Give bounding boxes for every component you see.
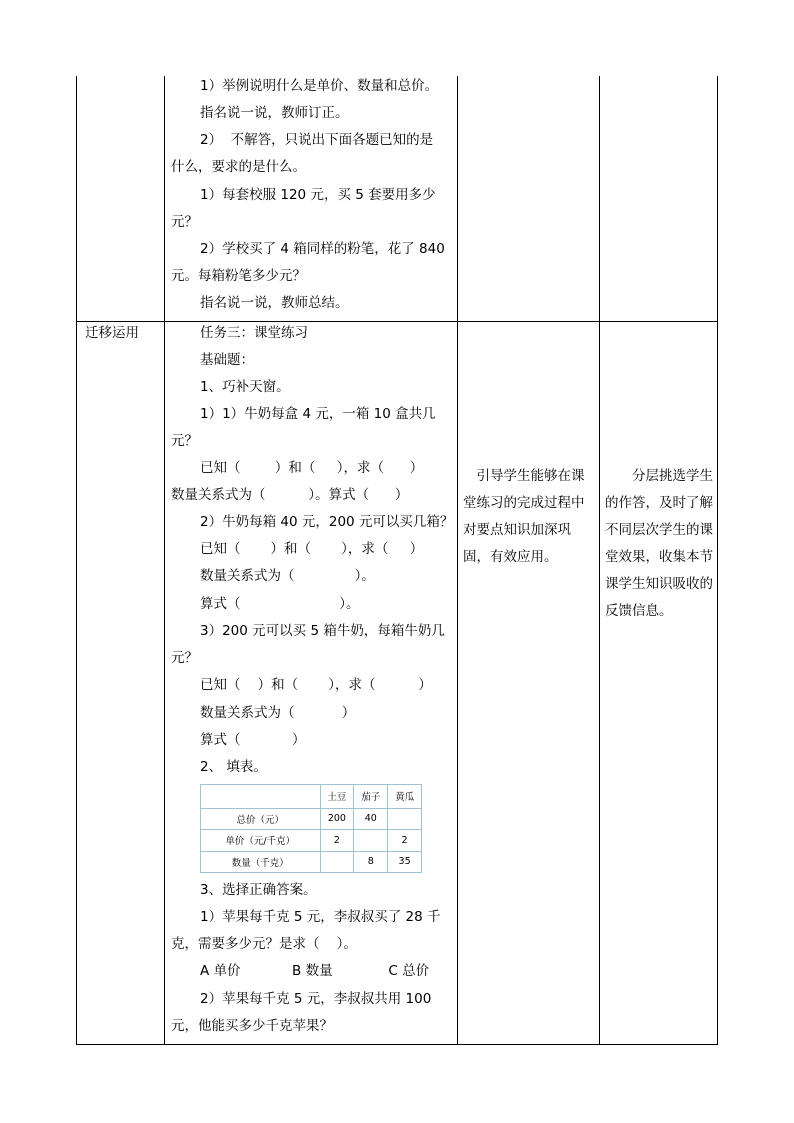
row1-line-5: 1）每套校服 120 元，买 5 套要用多少 [200,187,436,203]
row1-line-3: 2） 不解答，只说出下面各题已知的是 [200,132,434,148]
feedback-note: 分层挑选学生的作答，及时了解不同层次学生的课堂效果，收集本节课学生知识吸收的反馈信息。 [605,468,713,619]
q3-line-2: 元？ [171,650,198,666]
q2-known: 已知（ ）和（ ），求（ ） [200,541,424,557]
table-border-bottom [76,1044,718,1045]
table-divider-col2 [457,76,458,1045]
table-cell: 土豆 [320,785,354,809]
table-cell: 2 [320,830,354,851]
table-cell [354,830,388,851]
table-border-left [76,76,77,1045]
table-row [201,785,422,809]
table-row [201,851,422,873]
table-cell: 8 [354,851,388,873]
exercise-1-heading: 1、巧补天窗。 [200,379,290,395]
q5-line-2: 元，他能买多少千克苹果？ [171,1018,333,1034]
table-cell: 黄瓜 [388,785,422,809]
row1-line-1: 1）举例说明什么是单价、数量和总价。 [200,78,439,94]
table-row [201,830,422,851]
q2-relation: 数量关系式为（ ）。 [200,568,375,584]
table-cell: 数量（千克） [201,851,321,873]
q4-line-1: 1）苹果每千克 5 元，李叔叔买了 28 千 [200,909,441,925]
row1-line-4: 什么，要求的是什么。 [171,159,306,175]
q1-relation: 数量关系式为（ ）。算式（ ） [171,487,409,503]
q2-line-1: 2）牛奶每箱 40 元，200 元可以买几箱？ [200,514,454,530]
task-title: 任务三：课堂练习 [200,325,308,341]
table-cell: 35 [388,851,422,873]
table-cell: 茄子 [354,785,388,809]
q2-formula: 算式（ ）。 [200,596,360,612]
table-cell: 2 [388,830,422,851]
design-intent: 引导学生能够在课堂练习的完成过程中对要点知识加深巩固，有效应用。 [463,468,585,565]
fill-in-table [200,784,422,873]
q3-formula: 算式（ ） [200,732,306,748]
table-row [201,808,422,829]
q4-line-2: 克，需要多少元？是求（ ）。 [171,936,357,952]
row1-line-6: 元？ [171,214,198,230]
table-cell: 200 [320,808,354,829]
table-divider-col1 [164,76,165,1045]
q4-options: A 单价 B 数量 C 总价 [200,963,430,979]
table-row-divider [76,321,718,322]
basic-heading: 基础题： [200,352,254,368]
q1-line-1: 1）1）牛奶每盒 4 元，一箱 10 盒共几 [200,406,436,422]
q1-line-2: 元？ [171,433,198,449]
row1-line-8: 元。每箱粉笔多少元？ [171,268,306,284]
row1-line-2: 指名说一说，教师订正。 [200,105,349,121]
table-cell: 单价（元/千克） [201,830,321,851]
q3-line-1: 3）200 元可以买 5 箱牛奶，每箱牛奶几 [200,623,445,639]
table-cell: 总价（元） [201,808,321,829]
table-cell [388,808,422,829]
table-divider-col3 [599,76,600,1045]
table-cell [320,851,354,873]
q3-known: 已知（ ）和（ ），求（ ） [200,677,432,693]
row1-line-9: 指名说一说，教师总结。 [200,295,349,311]
q1-known: 已知（ ）和（ ），求（ ） [200,460,424,476]
table-cell [201,785,321,809]
exercise-2-heading: 2、 填表。 [200,759,267,775]
q3-relation: 数量关系式为（ ） [200,705,356,721]
q5-line-1: 2）苹果每千克 5 元，李叔叔共用 100 [200,991,432,1007]
table-border-right [717,76,718,1045]
exercise-3-heading: 3、选择正确答案。 [200,882,317,898]
row1-line-7: 2）学校买了 4 箱同样的粉笔，花了 840 [200,241,445,257]
table-cell: 40 [354,808,388,829]
stage-label: 迁移运用 [85,325,139,341]
